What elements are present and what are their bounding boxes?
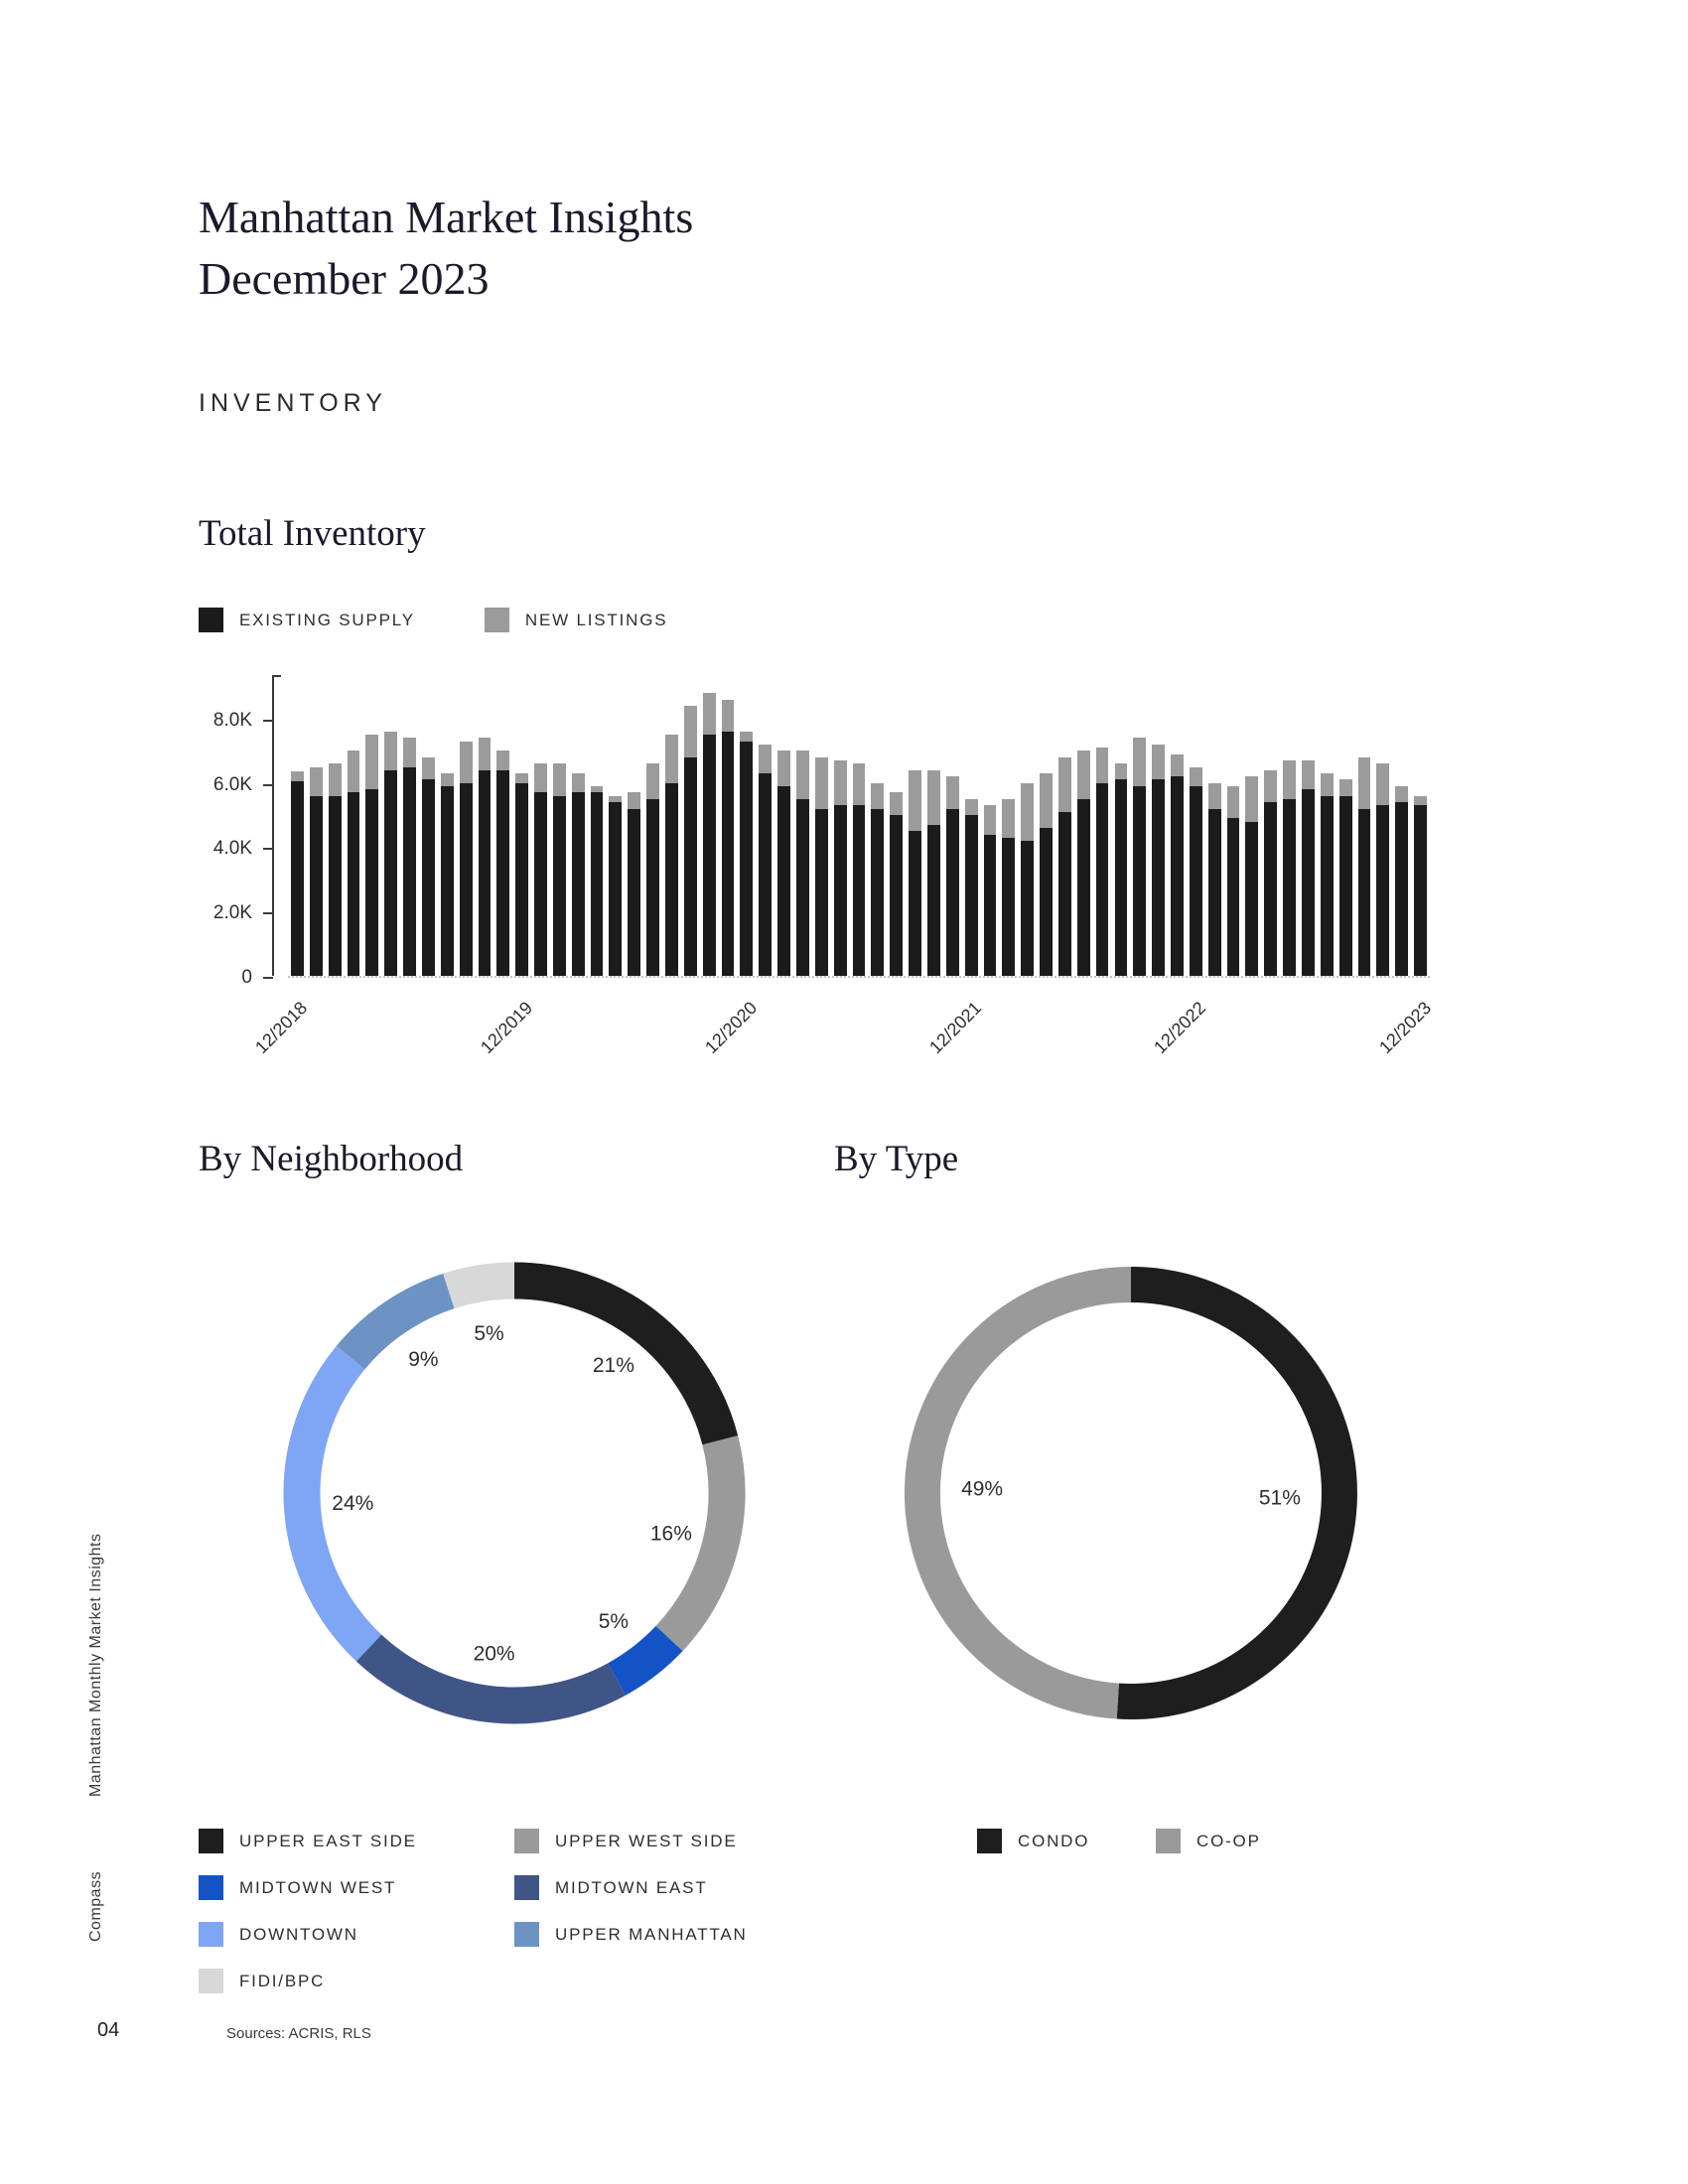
legend-swatch-midtown-east xyxy=(514,1875,539,1900)
bar-segment xyxy=(965,815,978,976)
bar-segment xyxy=(1077,751,1090,799)
x-axis-tick-label: 12/2020 xyxy=(700,998,762,1058)
bar-segment xyxy=(1321,796,1334,976)
bar-segment xyxy=(722,700,735,732)
legend-swatch-co-op xyxy=(1156,1829,1181,1853)
legend-swatch-condo xyxy=(977,1829,1002,1853)
x-axis-tick-label: 12/2019 xyxy=(476,998,536,1058)
legend-swatch-midtown-west xyxy=(199,1875,223,1900)
bar-segment xyxy=(740,732,753,742)
y-axis-tick-label: 0 xyxy=(241,967,252,988)
bar-segment xyxy=(422,779,435,976)
bar-segment xyxy=(1152,779,1165,976)
y-axis-tick xyxy=(263,720,273,722)
bar-segment xyxy=(291,781,304,976)
donut-percent-label-midtown-east: 20% xyxy=(473,1642,515,1666)
by-type-heading: By Type xyxy=(834,1139,959,1179)
bar-segment xyxy=(515,783,528,976)
bar-segment xyxy=(1395,802,1408,976)
bar-segment xyxy=(777,786,790,976)
legend-swatch-existing-supply xyxy=(199,608,223,632)
bar-segment xyxy=(1058,812,1071,976)
bar-segment xyxy=(871,809,884,976)
y-axis-tick-label: 4.0K xyxy=(212,838,252,860)
legend-label: CO-OP xyxy=(1196,1831,1261,1850)
page-number: 04 xyxy=(97,2019,120,2041)
bar-segment xyxy=(515,773,528,783)
bar-segment xyxy=(646,799,659,976)
bar-segment xyxy=(1058,757,1071,812)
x-axis-tick-label: 12/2022 xyxy=(1150,998,1210,1058)
bar-segment xyxy=(553,796,566,976)
bar-segment xyxy=(1339,779,1352,795)
bar-segment xyxy=(1002,838,1015,976)
legend-item-downtown xyxy=(199,1922,514,1947)
bar-segment xyxy=(759,773,772,976)
bar-segment xyxy=(1358,809,1371,976)
bar-segment xyxy=(984,805,997,834)
bar-segment xyxy=(1321,773,1334,796)
bar-segment xyxy=(684,706,697,757)
total-inventory-chart xyxy=(212,695,1430,988)
bar-segment xyxy=(291,771,304,781)
legend-label: NEW LISTINGS xyxy=(524,610,668,629)
donut-percent-label-co-op: 49% xyxy=(961,1477,1004,1501)
bar-segment xyxy=(1376,805,1389,976)
bar-segment xyxy=(796,799,809,976)
bar-segment xyxy=(1283,799,1296,976)
x-axis-tick-label: 12/2023 xyxy=(1374,998,1435,1058)
x-axis-tick-label: 12/2021 xyxy=(925,998,986,1058)
donut-percent-label-upper-east-side: 21% xyxy=(592,1354,634,1378)
vertical-brand-label: Compass xyxy=(87,1870,104,1942)
bar-segment xyxy=(1096,783,1109,976)
bar-segment xyxy=(909,770,921,832)
bar-segment xyxy=(1227,786,1240,818)
bar-segment xyxy=(403,738,416,766)
sources-note: Sources: ACRIS, RLS xyxy=(226,2025,371,2042)
bar-segment xyxy=(1376,763,1389,805)
bar-segment xyxy=(796,751,809,799)
legend-swatch-upper-east-side xyxy=(199,1829,223,1853)
bar-segment xyxy=(946,776,959,808)
bar-segment xyxy=(1358,757,1371,809)
donut-percent-label-upper-manhattan: 9% xyxy=(408,1348,439,1372)
bar-segment xyxy=(1021,783,1034,841)
total-inventory-heading: Total Inventory xyxy=(199,513,426,554)
bar-segment xyxy=(1395,786,1408,802)
bar-segment xyxy=(1190,767,1202,786)
bar-segment xyxy=(853,805,866,976)
bar-segment xyxy=(946,809,959,976)
bar-segment xyxy=(1245,776,1258,821)
y-axis-tick xyxy=(263,977,273,979)
type-legend xyxy=(977,1829,1261,1853)
donut-percent-label-upper-west-side: 16% xyxy=(649,1522,692,1546)
bar-segment xyxy=(1264,770,1277,802)
donut-slice-co-op xyxy=(922,1285,1131,1702)
legend-item-upper-manhattan xyxy=(514,1922,830,1947)
bar-segment xyxy=(1302,789,1315,976)
bar-segment xyxy=(722,732,735,976)
bar-segment xyxy=(684,757,697,976)
bar-segment xyxy=(329,796,342,976)
bar-segment xyxy=(479,738,492,769)
bar-segment xyxy=(777,751,790,786)
legend-label: MIDTOWN WEST xyxy=(239,1877,397,1897)
bar-segment xyxy=(1002,799,1015,838)
legend-item-midtown-west xyxy=(199,1875,514,1900)
bar-segment xyxy=(572,792,585,976)
bar-segment xyxy=(1190,786,1202,976)
bar-segment xyxy=(628,809,640,976)
legend-label: EXISTING SUPPLY xyxy=(239,610,415,629)
vertical-report-label: Manhattan Monthly Market Insights xyxy=(87,1533,104,1797)
bar-segment xyxy=(1021,841,1034,976)
bar-segment xyxy=(665,783,678,976)
bar-segment xyxy=(740,742,753,976)
bar-segment xyxy=(834,760,847,805)
bar-segment xyxy=(815,757,828,809)
y-axis-tick-label: 6.0K xyxy=(212,773,252,795)
bar-segment xyxy=(909,831,921,976)
bar-segment xyxy=(1171,754,1184,777)
donut-percent-label-condo: 51% xyxy=(1258,1486,1301,1510)
donut-percent-label-downtown: 24% xyxy=(332,1492,374,1516)
by-neighborhood-heading: By Neighborhood xyxy=(199,1139,464,1179)
bar-segment xyxy=(329,763,342,795)
legend-item-existing-supply xyxy=(199,608,415,632)
bar-segment xyxy=(1245,822,1258,976)
legend-item-co-op xyxy=(1156,1829,1261,1853)
bar-segment xyxy=(534,763,547,792)
bar-segment xyxy=(1208,783,1221,809)
bar-segment xyxy=(1414,796,1427,806)
bar-segment xyxy=(1096,748,1109,783)
bar-segment xyxy=(1077,799,1090,976)
bar-chart-legend xyxy=(199,608,667,632)
bar-segment xyxy=(1264,802,1277,976)
x-axis-tick-label: 12/2018 xyxy=(251,998,312,1058)
legend-label: CONDO xyxy=(1018,1831,1090,1850)
donut-slice-midtown-west xyxy=(617,1638,669,1679)
legend-item-midtown-east xyxy=(514,1875,830,1900)
bar-segment xyxy=(496,770,509,976)
bar-segment xyxy=(1339,796,1352,976)
legend-item-new-listings xyxy=(485,608,667,632)
legend-label: UPPER MANHATTAN xyxy=(555,1924,748,1944)
bar-segment xyxy=(1040,773,1053,828)
bar-segment xyxy=(384,770,397,976)
donut-slice-fidi-bpc xyxy=(449,1281,514,1291)
bar-segment xyxy=(609,802,622,976)
bar-segment xyxy=(1115,763,1128,779)
bar-segment xyxy=(871,783,884,809)
legend-item-condo xyxy=(977,1829,1156,1853)
legend-swatch-downtown xyxy=(199,1922,223,1947)
bar-segment xyxy=(703,735,716,976)
legend-item-upper-east-side xyxy=(199,1829,514,1853)
bar-segment xyxy=(460,742,473,783)
bar-segment xyxy=(460,783,473,976)
bar-segment xyxy=(365,789,378,976)
bar-segment xyxy=(815,809,828,976)
y-axis-top-cap xyxy=(272,675,281,677)
bar-segment xyxy=(365,735,378,789)
bar-segment xyxy=(890,792,903,815)
bar-segment xyxy=(890,815,903,976)
legend-label: UPPER EAST SIDE xyxy=(239,1831,417,1850)
legend-swatch-fidi-bpc xyxy=(199,1969,223,1993)
bar-segment xyxy=(1283,760,1296,799)
bar-segment xyxy=(853,763,866,805)
bar-segment xyxy=(927,825,940,976)
page-title-line1: Manhattan Market Insights xyxy=(199,192,694,242)
section-label: INVENTORY xyxy=(199,389,387,417)
y-axis-tick-label: 8.0K xyxy=(212,709,252,731)
legend-item-fidi-bpc xyxy=(199,1969,514,1993)
page-title-line2: December 2023 xyxy=(199,252,490,304)
x-axis-labels xyxy=(251,982,1435,1081)
bar-segment xyxy=(834,805,847,976)
donut-percent-label-midtown-west: 5% xyxy=(598,1609,630,1633)
bar-segment xyxy=(384,732,397,770)
bar-segment xyxy=(534,792,547,976)
bar-segment xyxy=(1040,828,1053,976)
bar-segment xyxy=(591,786,604,792)
bar-segment xyxy=(1133,738,1146,786)
legend-label: UPPER WEST SIDE xyxy=(555,1831,738,1850)
bar-segment xyxy=(422,757,435,780)
by-type-donut-chart xyxy=(898,1260,1364,1726)
bar-segment xyxy=(441,773,454,786)
neighborhood-legend xyxy=(199,1829,830,1993)
donut-slice-condo xyxy=(1118,1285,1339,1702)
y-axis-tick xyxy=(263,912,273,914)
bar-segment xyxy=(496,751,509,769)
bar-segment xyxy=(348,792,360,976)
bar-segment xyxy=(310,796,323,976)
bar-segment xyxy=(1171,776,1184,976)
bar-segment xyxy=(403,767,416,977)
bar-segment xyxy=(1152,745,1165,780)
bar-segment xyxy=(927,770,940,825)
donut-percent-label-fidi-bpc: 5% xyxy=(474,1322,504,1345)
legend-swatch-upper-manhattan xyxy=(514,1922,539,1947)
bar-segment xyxy=(965,799,978,815)
bar-segment xyxy=(984,835,997,977)
legend-label: MIDTOWN EAST xyxy=(555,1877,708,1897)
y-axis-tick-label: 2.0K xyxy=(212,902,252,924)
page-title xyxy=(199,187,693,309)
bar-segment xyxy=(441,786,454,976)
bar-segment xyxy=(553,763,566,795)
bar-segment xyxy=(646,763,659,799)
bar-segment xyxy=(572,773,585,792)
bar-segment xyxy=(1133,786,1146,976)
legend-swatch-new-listings xyxy=(485,608,509,632)
bar-segment xyxy=(759,745,772,773)
legend-label: FIDI/BPC xyxy=(239,1971,326,1990)
y-axis-tick xyxy=(263,784,273,786)
bar-segment xyxy=(310,767,323,796)
legend-item-upper-west-side xyxy=(514,1829,830,1853)
bar-segment xyxy=(1302,760,1315,789)
bar-segment xyxy=(1208,809,1221,976)
legend-label: DOWNTOWN xyxy=(239,1924,358,1944)
by-neighborhood-donut-chart xyxy=(256,1235,773,1751)
bar-segment xyxy=(1414,805,1427,976)
bar-segment xyxy=(591,792,604,976)
y-axis-tick xyxy=(263,848,273,850)
bar-segment xyxy=(479,770,492,976)
bar-segment xyxy=(1115,779,1128,976)
legend-swatch-upper-west-side xyxy=(514,1829,539,1853)
bar-segment xyxy=(665,735,678,783)
bar-segment xyxy=(703,693,716,735)
bar-segment xyxy=(609,796,622,802)
bar-segment xyxy=(1227,818,1240,976)
bar-segment xyxy=(348,751,360,792)
bar-segment xyxy=(628,792,640,808)
